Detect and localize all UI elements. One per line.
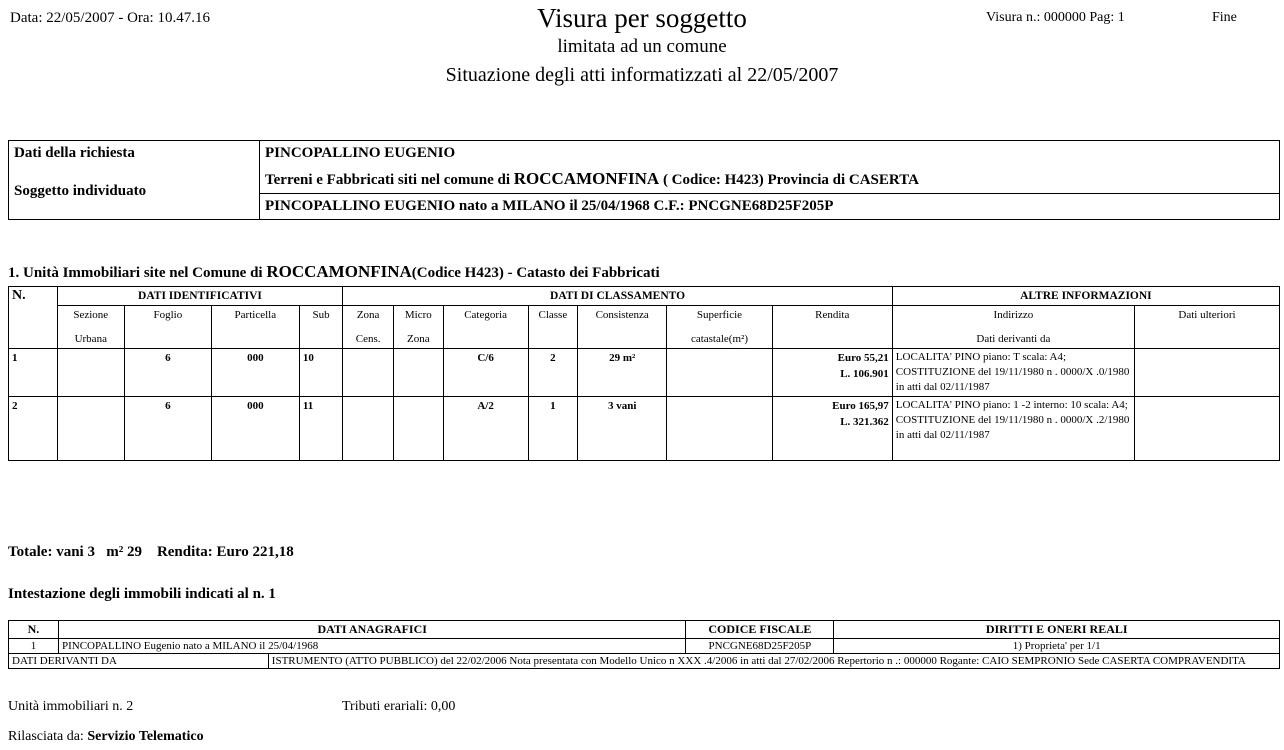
group-altre: ALTRE INFORMAZIONI [892, 287, 1279, 306]
cell-rendita [772, 349, 892, 397]
request-table [8, 140, 1280, 220]
cell-consistenza: 29 m² [578, 349, 667, 397]
col-sezione-2: Urbana [57, 324, 124, 349]
cell-sezione [57, 349, 124, 397]
intest-col-cf: CODICE FISCALE [686, 621, 834, 639]
rilasciata [8, 729, 204, 745]
intestazione-title: Intestazione degli immobili indicati al n. 1 [8, 586, 276, 602]
visura-number: Visura n.: 000000 Pag: 1 [986, 10, 1125, 25]
cell-classe: 2 [528, 349, 578, 397]
intest-col-diritti: DIRITTI E ONERI REALI [834, 621, 1280, 639]
cell-n: 2 [9, 397, 58, 461]
col-classe: Classe [528, 306, 578, 349]
cell-categoria: A/2 [443, 397, 528, 461]
cell-particella: 000 [211, 349, 299, 397]
scope-comune: ROCCAMONFINA [513, 169, 660, 188]
intest-cell-cf: PNCGNE68D25F205P [686, 639, 834, 654]
request-scope [260, 166, 1280, 194]
table-row [9, 654, 1280, 669]
page-title: Visura per soggetto [537, 3, 747, 33]
col-zona: Zona [343, 306, 394, 325]
request-label: Dati della richiesta [14, 145, 135, 161]
units-count: Unità immobiliari n. 2 [8, 699, 134, 714]
section1-title [8, 262, 660, 282]
col-categoria: Categoria [443, 306, 528, 349]
page-subtitle: limitata ad un comune [557, 36, 727, 57]
rendita-euro: Euro 55,21 [837, 352, 889, 364]
col-ulteriori: Dati ulteriori [1134, 306, 1279, 349]
derivanti-text: ISTRUMENTO (ATTO PUBBLICO) del 22/02/2006 Nota presentata con Modello Unico n XXX .4/2006 in atti dal 27/02/2006 Repertorio n .: 000000 Rogante: CAIO SEMPRONIO Sede CASERTA COMPRAVENDITA [268, 654, 1279, 669]
cell-sezione [57, 397, 124, 461]
table-row [9, 639, 1280, 654]
table-row [9, 349, 1280, 397]
scope-prefix: Terreni e Fabbricati siti nel comune di [265, 172, 514, 188]
group-ident: DATI IDENTIFICATIVI [57, 287, 343, 306]
cell-zona [343, 397, 394, 461]
cell-foglio: 6 [124, 397, 211, 461]
intest-cell-diritti: 1) Proprieta' per 1/1 [834, 639, 1280, 654]
col-n: N. [9, 287, 58, 349]
cell-superficie [667, 349, 773, 397]
col-foglio: Foglio [124, 306, 211, 349]
scope-suffix: ( Codice: H423) Provincia di CASERTA [659, 172, 919, 188]
end-marker: Fine [1212, 10, 1237, 25]
section1-title-prefix: 1. Unità Immobiliari site nel Comune di [8, 265, 267, 281]
rendita-euro: Euro 165,97 [832, 400, 889, 412]
situation-date: Situazione degli atti informatizzati al 22/05/2007 [445, 64, 839, 86]
cell-classe: 1 [528, 397, 578, 461]
intest-cell-n: 1 [9, 639, 59, 654]
cell-categoria: C/6 [443, 349, 528, 397]
table-row [9, 397, 1280, 461]
col-dati-derivanti: Dati derivanti da [892, 324, 1134, 349]
intest-col-n: N. [9, 621, 59, 639]
col-indirizzo: Indirizzo [892, 306, 1134, 325]
cell-particella: 000 [211, 397, 299, 461]
cell-micro [393, 397, 443, 461]
cell-ulteriori [1134, 349, 1279, 397]
col-consistenza: Consistenza [578, 306, 667, 349]
request-labels [9, 141, 260, 220]
col-zona-2: Cens. [343, 324, 394, 349]
cell-ulteriori [1134, 397, 1279, 461]
cell-indirizzo: LOCALITA' PINO piano: 1 -2 interno: 10 scala: A4; COSTITUZIONE del 19/11/1980 n . 0000/X .2/1980 in atti dal 02/11/1987 [892, 397, 1134, 461]
section1-title-suffix: (Codice H423) - Catasto dei Fabbricati [411, 265, 660, 281]
rendita-lire: L. 106.901 [840, 368, 889, 380]
date-time: Data: 22/05/2007 - Ora: 10.47.16 [10, 10, 210, 26]
intest-col-anag: DATI ANAGRAFICI [58, 621, 685, 639]
cell-sub: 11 [299, 397, 342, 461]
col-particella: Particella [211, 306, 299, 349]
rilasciata-value: Servizio Telematico [87, 729, 204, 744]
group-class: DATI DI CLASSAMENTO [343, 287, 893, 306]
rendita-lire: L. 321.362 [840, 416, 889, 428]
cell-sub: 10 [299, 349, 342, 397]
intestazione-table [8, 620, 1280, 669]
cell-n: 1 [9, 349, 58, 397]
request-name: PINCOPALLINO EUGENIO [260, 141, 1280, 167]
col-rendita: Rendita [772, 306, 892, 349]
totals: Totale: vani 3 m² 29 Rendita: Euro 221,18 [8, 544, 294, 560]
cell-foglio: 6 [124, 349, 211, 397]
subject-label: Soggetto individuato [14, 183, 147, 199]
derivanti-label: DATI DERIVANTI DA [9, 654, 269, 669]
col-micro-2: Zona [393, 324, 443, 349]
tributi: Tributi erariali: 0,00 [342, 699, 456, 714]
col-superficie: Superficie [667, 306, 773, 325]
subject-detail: PINCOPALLINO EUGENIO nato a MILANO il 25/04/1968 C.F.: PNCGNE68D25F205P [260, 194, 1280, 220]
section1-title-comune: ROCCAMONFINA [266, 262, 412, 281]
cell-rendita [772, 397, 892, 461]
col-sezione: Sezione [57, 306, 124, 325]
units-table [8, 286, 1280, 461]
cell-micro [393, 349, 443, 397]
col-micro: Micro [393, 306, 443, 325]
cell-superficie [667, 397, 773, 461]
cell-consistenza: 3 vani [578, 397, 667, 461]
col-superficie-2: catastale(m²) [667, 324, 773, 349]
intest-cell-anag: PINCOPALLINO Eugenio nato a MILANO il 25/04/1968 [58, 639, 685, 654]
rilasciata-label: Rilasciata da: [8, 729, 84, 744]
cell-zona [343, 349, 394, 397]
cell-indirizzo: LOCALITA' PINO piano: T scala: A4; COSTITUZIONE del 19/11/1980 n . 0000/X .0/1980 in atti dal 02/11/1987 [892, 349, 1134, 397]
col-sub: Sub [299, 306, 342, 349]
